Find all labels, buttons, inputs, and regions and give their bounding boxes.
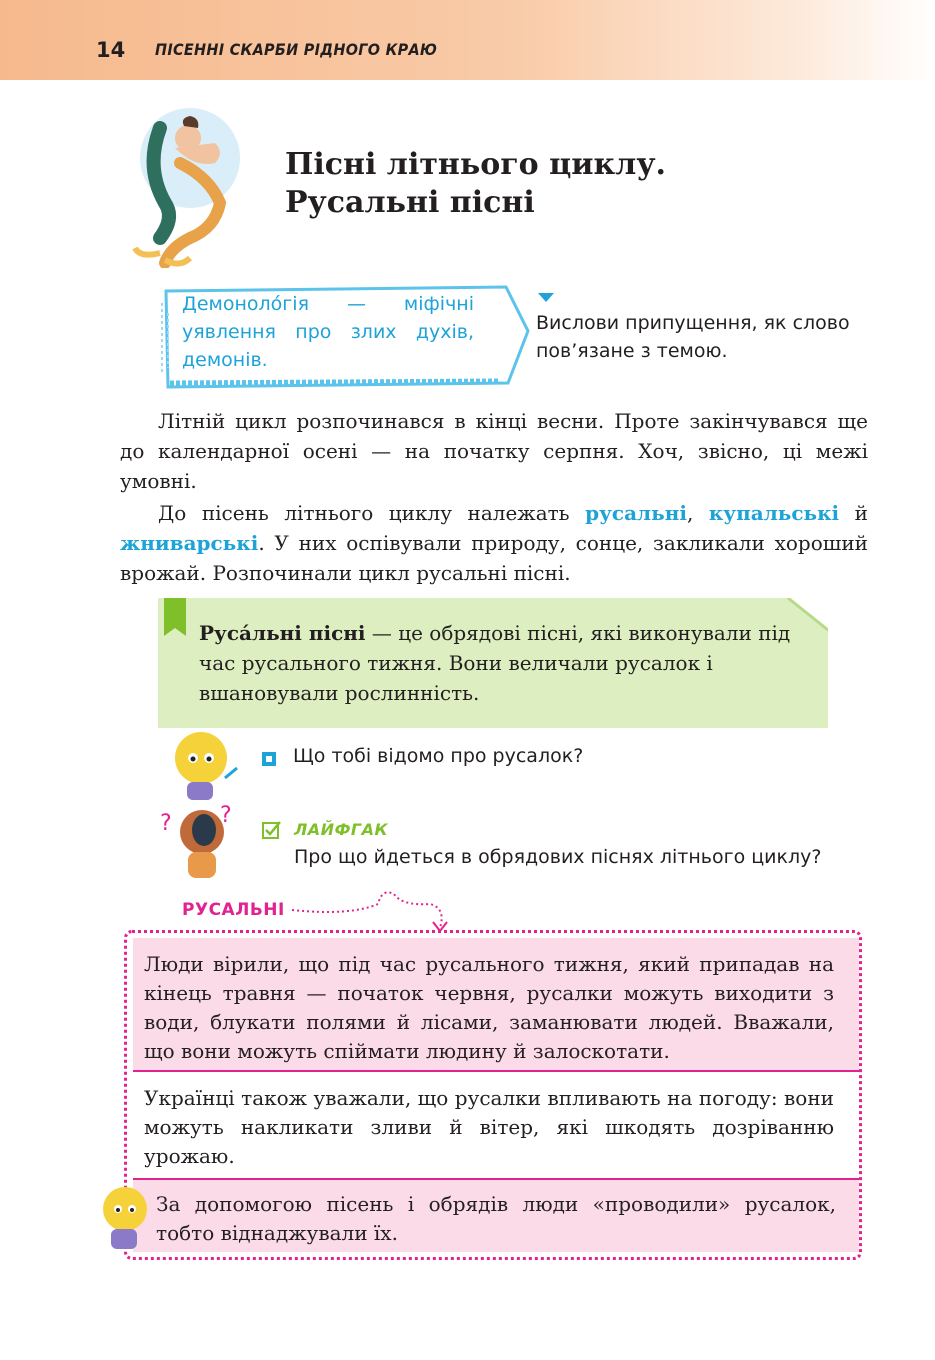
lifehack-text: Про що йдеться в обрядових піснях літнього циклу? xyxy=(294,846,822,868)
rusalni-text-2: Українці також уважали, що русалки впливають на погоду: вони можуть накликати зливи й вітер, які шкодять дозріванню урожаю. xyxy=(144,1086,834,1168)
svg-text:?: ? xyxy=(220,803,232,828)
kid-question-icon xyxy=(160,800,240,888)
svg-text:?: ? xyxy=(160,811,172,836)
checkbox-check-icon xyxy=(262,820,282,840)
p2-tail: . У них оспівували природу, сонце, закликали хороший врожай. Розпочинали цикл русальні пісні. xyxy=(120,531,868,585)
green-definition-rest: — це обрядові пісні, які виконували під час русального тижня. Вони величали русалок і вшановували рослинність. xyxy=(199,621,791,705)
lesson-title xyxy=(285,146,666,222)
rusalni-text-1: Люди вірили, що під час русального тижня, який припадав на кінець травня — початок червня, русалки можуть виходити з води, блукати полями й лісами, заманювати людей. Вважали, що вони можуть спіймати людину й залоскотати. xyxy=(144,952,834,1063)
p2-sep-1: , xyxy=(686,501,709,525)
kid-thinking-icon xyxy=(165,728,243,806)
body-paragraph-1 xyxy=(120,406,868,496)
task-text: Вислови припущення, як слово пов’язане з темою. xyxy=(536,312,850,362)
title-line-1: Пісні літнього циклу. xyxy=(285,147,666,182)
term-zhnyvarski: жниварські xyxy=(120,531,259,555)
rusalni-label: РУСАЛЬНІ xyxy=(182,900,285,920)
term-rusalni: русальні xyxy=(585,501,687,525)
kid-pointing-icon xyxy=(95,1183,161,1253)
body-paragraph-2 xyxy=(120,498,868,588)
page-number: 14 xyxy=(96,38,126,62)
task-marker-icon xyxy=(538,293,554,302)
mermaid-illustration xyxy=(120,108,258,268)
body-paragraph-1-text: Літній цикл розпочинався в кінці весни. Проте закінчувався ще до календарної осені — на початку серпня. Хоч, звісно, ці межі умовні. xyxy=(120,409,868,493)
title-line-2: Русальні пісні xyxy=(285,185,535,220)
green-definition-term: Руса́льні пісні xyxy=(199,621,366,645)
rusalni-text-3: За допомогою пісень і обрядів люди «проводили» русалок, тобто віднаджували їх. xyxy=(156,1192,836,1245)
term-kupalski: купальські xyxy=(708,501,840,525)
question-bullet-icon xyxy=(262,752,276,766)
header-band xyxy=(0,0,935,80)
definition-note-text: Демоноло́гія — міфічні уявлення про злих духів, демонів. xyxy=(182,293,474,371)
dotted-arrow-icon xyxy=(290,884,460,934)
question-1: Що тобі відомо про русалок? xyxy=(293,745,584,767)
p2-lead: До пісень літнього циклу належать xyxy=(158,501,586,525)
running-title: ПІСЕННІ СКАРБИ РІДНОГО КРАЮ xyxy=(155,40,438,59)
green-definition-text xyxy=(199,618,799,708)
p2-sep-2: й xyxy=(839,501,869,525)
lifehack-label: ЛАЙФГАК xyxy=(294,820,389,839)
